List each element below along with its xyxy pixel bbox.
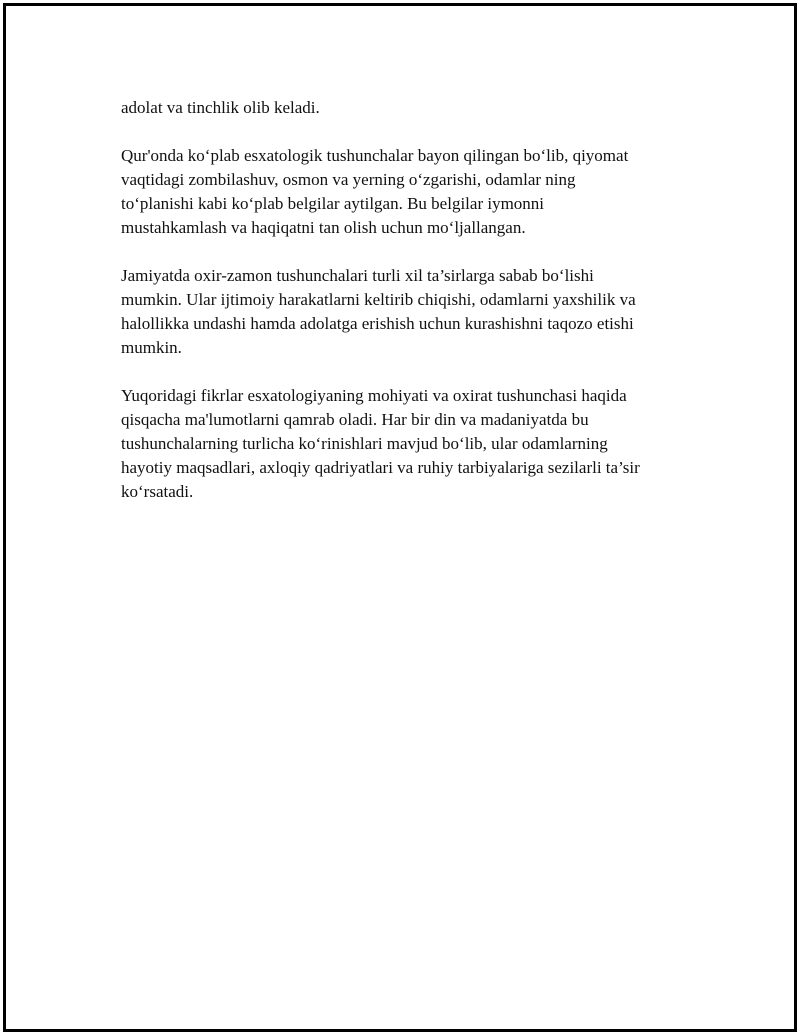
page-frame xyxy=(3,3,797,1032)
paragraph-4 xyxy=(121,384,691,504)
paragraph-line: Qur'onda ko‘plab esxatologik tushunchalar bayon qilingan bo‘lib, qiyomat xyxy=(121,146,629,165)
paragraph-line: Yuqoridagi fikrlar esxatologiyaning mohiyati va oxirat tushunchasi haqida xyxy=(121,386,627,405)
paragraph-line: hayotiy maqsadlari, axloqiy qadriyatlari va ruhiy tarbiyalariga sezilarli ta’sir xyxy=(121,458,640,477)
paragraph-line: mustahkamlash va haqiqatni tan olish uchun mo‘ljallangan. xyxy=(121,218,526,237)
paragraph-1 xyxy=(121,96,691,120)
paragraph-3 xyxy=(121,264,691,360)
paragraph-line: vaqtidagi zombilashuv, osmon va yerning o‘zgarishi, odamlar ning xyxy=(121,170,576,189)
paragraph-line: mumkin. Ular ijtimoiy harakatlarni keltirib chiqishi, odamlarni yaxshilik va xyxy=(121,290,636,309)
paragraph-line: ko‘rsatadi. xyxy=(121,482,194,501)
paragraph-line: tushunchalarning turlicha ko‘rinishlari mavjud bo‘lib, ular odamlarning xyxy=(121,434,608,453)
paragraph-line: to‘planishi kabi ko‘plab belgilar aytilgan. Bu belgilar iymonni xyxy=(121,194,545,213)
paragraph-line: mumkin. xyxy=(121,338,182,357)
paragraph-2 xyxy=(121,144,691,240)
paragraph-line: halollikka undashi hamda adolatga erishish uchun kurashishni taqozo etishi xyxy=(121,314,634,333)
paragraph-line: adolat va tinchlik olib keladi. xyxy=(121,98,320,117)
paragraph-line: Jamiyatda oxir-zamon tushunchalari turli xil ta’sirlarga sabab bo‘lishi xyxy=(121,266,594,285)
page-content xyxy=(121,96,691,528)
paragraph-line: qisqacha ma'lumotlarni qamrab oladi. Har bir din va madaniyatda bu xyxy=(121,410,589,429)
